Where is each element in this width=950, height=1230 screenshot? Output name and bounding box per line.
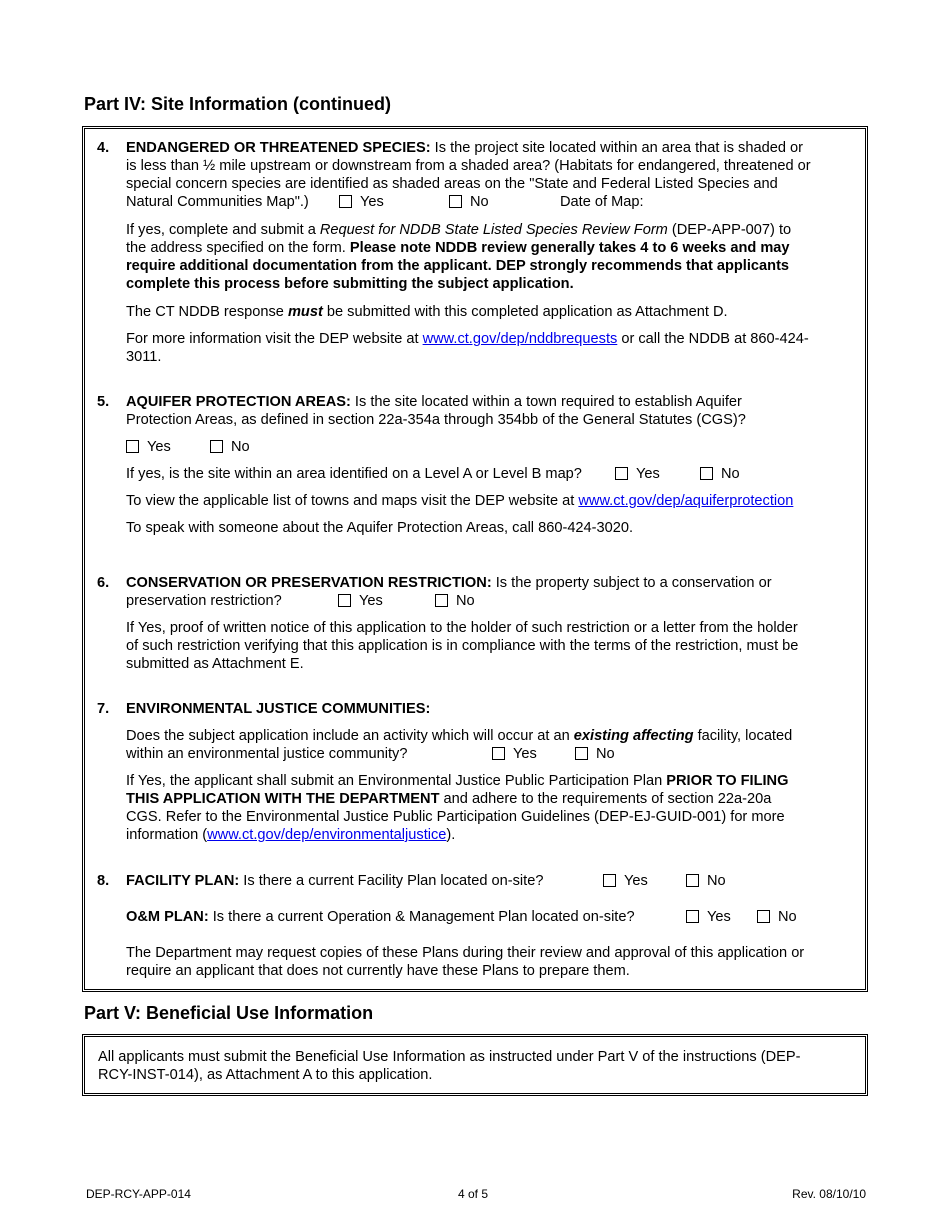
q4-line2: is less than ½ mile upstream or downstream from a shaded area? (Habitats for endangered, threatened or <box>126 158 811 174</box>
q5-map-no-checkbox[interactable] <box>700 467 713 480</box>
q4-para1-line2: the address specified on the form. Please note NDDB review generally takes 4 to 6 weeks and may <box>126 240 790 256</box>
part-v-line1: All applicants must submit the Beneficial Use Information as instructed under Part V of the instructions (DEP- <box>98 1049 801 1065</box>
q7-no-checkbox[interactable] <box>575 747 588 760</box>
q4-no-option[interactable]: No <box>449 193 489 211</box>
q7-heading: ENVIRONMENTAL JUSTICE COMMUNITIES: <box>126 701 431 717</box>
q8-facility-yes-option[interactable]: Yes <box>603 872 648 890</box>
q5-no-checkbox[interactable] <box>210 440 223 453</box>
q6-para-line3: submitted as Attachment E. <box>126 656 304 672</box>
q6-line1: CONSERVATION OR PRESERVATION RESTRICTION: Is the property subject to a conservation or <box>126 575 772 591</box>
environmental-justice-link[interactable]: www.ct.gov/dep/environmentaljustice <box>207 827 447 843</box>
q5-sub-question: If yes, is the site within an area identified on a Level A or Level B map? <box>126 466 582 482</box>
q5-no-option[interactable]: No <box>210 438 250 456</box>
q4-para1-line1: If yes, complete and submit a Request for NDDB State Listed Species Review Form (DEP-APP-007) to <box>126 222 792 238</box>
q6-para-line1: If Yes, proof of written notice of this application to the holder of such restriction or a letter from the holder <box>126 620 798 636</box>
q5-line2: Protection Areas, as defined in section 22a-354a through 354bb of the General Statutes (CGS)? <box>126 412 746 428</box>
nddb-requests-link[interactable]: www.ct.gov/dep/nddbrequests <box>422 331 618 347</box>
q6-no-checkbox[interactable] <box>435 594 448 607</box>
q5-map-no-option[interactable]: No <box>700 465 740 483</box>
q4-line3: special concern species are identified as shaded areas on the "State and Federal Listed Species and <box>126 176 778 192</box>
q7-yes-option[interactable]: Yes <box>492 745 537 763</box>
q8-facility-line: FACILITY PLAN: Is there a current Facility Plan located on-site? <box>126 873 544 889</box>
q8-para-line1: The Department may request copies of these Plans during their review and approval of this application or <box>126 945 805 961</box>
q8-facility-yes-checkbox[interactable] <box>603 874 616 887</box>
q5-line1: AQUIFER PROTECTION AREAS: Is the site located within a town required to establish Aquifer <box>126 394 742 410</box>
q4-number: 4. <box>97 140 110 156</box>
q7-para-line2: THIS APPLICATION WITH THE DEPARTMENT and adhere to the requirements of section 22a-20a <box>126 791 772 807</box>
aquifer-protection-link[interactable]: www.ct.gov/dep/aquiferprotection <box>578 493 794 509</box>
q7-line2: within an environmental justice community? <box>126 746 408 762</box>
part-v-title: Part V: Beneficial Use Information <box>84 1003 374 1023</box>
q4-line1: ENDANGERED OR THREATENED SPECIES: Is the project site located within an area that is shaded or <box>126 140 803 156</box>
q4-para2: The CT NDDB response must be submitted with this completed application as Attachment D. <box>126 304 728 320</box>
part-iv-title: Part IV: Site Information (continued) <box>84 94 392 114</box>
q5-heading: AQUIFER PROTECTION AREAS: <box>126 394 351 410</box>
q5-yes-option[interactable]: Yes <box>126 438 171 456</box>
q5-map-yes-option[interactable]: Yes <box>615 465 660 483</box>
q4-para1-line3: require additional documentation from the applicant. DEP strongly recommends that applicants <box>126 258 790 274</box>
q8-facility-no-option[interactable]: No <box>686 872 726 890</box>
facility-plan-heading: FACILITY PLAN: <box>126 873 240 889</box>
q8-para-line2: require an applicant that does not currently have these Plans to prepare them. <box>126 963 630 979</box>
q7-para-line4: information (www.ct.gov/dep/environmentaljustice). <box>126 827 456 843</box>
q4-yes-checkbox[interactable] <box>339 195 352 208</box>
q4-para3-line2: 3011. <box>126 349 162 365</box>
q8-om-line: O&M PLAN: Is there a current Operation & Management Plan located on-site? <box>126 909 635 925</box>
q4-no-checkbox[interactable] <box>449 195 462 208</box>
q4-date-of-map-label: Date of Map: <box>560 194 644 210</box>
q6-para-line2: of such restriction verifying that this application is in compliance with the terms of the restriction, must be <box>126 638 799 654</box>
q7-no-option[interactable]: No <box>575 745 615 763</box>
q5-view-line: To view the applicable list of towns and maps visit the DEP website at www.ct.gov/dep/aquiferprotection <box>126 493 794 509</box>
footer-page-number: 4 of 5 <box>458 1187 489 1201</box>
q5-number: 5. <box>97 394 110 410</box>
q4-para3-line1: For more information visit the DEP website at www.ct.gov/dep/nddbrequests or call the NDDB at 860-424- <box>126 331 809 347</box>
q4-heading: ENDANGERED OR THREATENED SPECIES: <box>126 140 431 156</box>
q6-heading: CONSERVATION OR PRESERVATION RESTRICTION: <box>126 575 492 591</box>
q7-para-line3: CGS. Refer to the Environmental Justice Public Participation Guidelines (DEP-EJ-GUID-001) for more <box>126 809 785 825</box>
q7-line1: Does the subject application include an activity which will occur at an existing affecting facility, located <box>126 728 793 744</box>
nddb-form-name: Request for NDDB State Listed Species Review Form <box>319 222 668 238</box>
q8-number: 8. <box>97 873 110 889</box>
footer-form-id: DEP-RCY-APP-014 <box>86 1187 191 1201</box>
q8-facility-no-checkbox[interactable] <box>686 874 699 887</box>
q8-om-yes-checkbox[interactable] <box>686 910 699 923</box>
part-v-line2: RCY-INST-014), as Attachment A to this application. <box>98 1067 433 1083</box>
q4-yes-option[interactable]: Yes <box>339 193 384 211</box>
q5-speak-line: To speak with someone about the Aquifer Protection Areas, call 860-424-3020. <box>126 520 634 536</box>
q7-para-line1: If Yes, the applicant shall submit an Environmental Justice Public Participation Plan PRIOR TO FILING <box>126 773 789 789</box>
om-plan-heading: O&M PLAN: <box>126 909 209 925</box>
footer-revision: Rev. 08/10/10 <box>792 1187 866 1201</box>
q8-om-no-checkbox[interactable] <box>757 910 770 923</box>
q8-om-yes-option[interactable]: Yes <box>686 908 731 926</box>
q8-om-no-option[interactable]: No <box>757 908 797 926</box>
q6-yes-option[interactable]: Yes <box>338 592 383 610</box>
q5-map-yes-checkbox[interactable] <box>615 467 628 480</box>
q6-number: 6. <box>97 575 110 591</box>
q7-yes-checkbox[interactable] <box>492 747 505 760</box>
q6-yes-checkbox[interactable] <box>338 594 351 607</box>
q4-line4: Natural Communities Map".) <box>126 194 309 210</box>
q5-yes-checkbox[interactable] <box>126 440 139 453</box>
q6-no-option[interactable]: No <box>435 592 475 610</box>
q6-line2: preservation restriction? <box>126 593 282 609</box>
q7-number: 7. <box>97 701 110 717</box>
q4-para1-line4: complete this process before submitting the subject application. <box>126 276 574 292</box>
